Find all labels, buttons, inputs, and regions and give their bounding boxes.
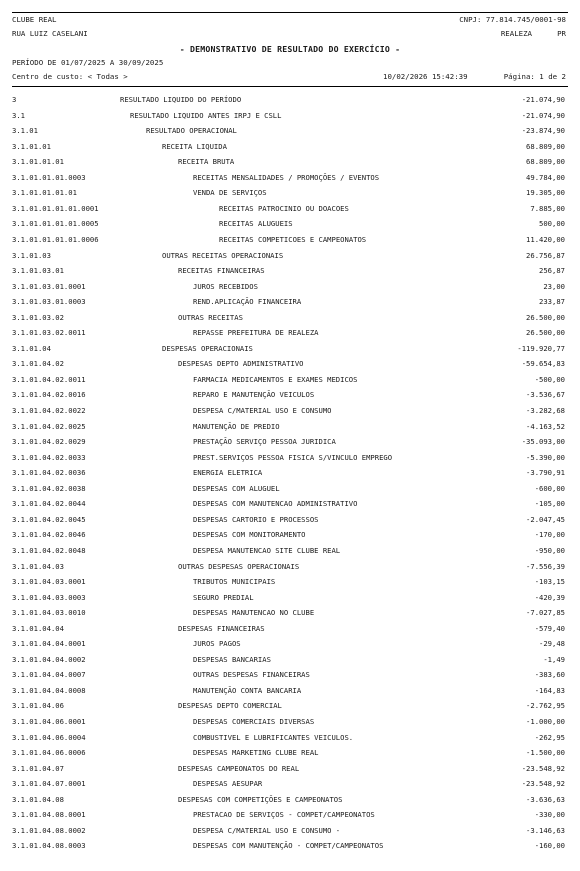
statement-row <box>0 294 580 309</box>
account-description: JUROS RECEBIDOS <box>193 281 258 291</box>
account-code: 3.1.01.04.08.0001 <box>12 810 86 820</box>
account-code: 3.1.01.04.07.0001 <box>12 779 86 789</box>
account-value: 256,87 <box>539 266 565 276</box>
page-indicator: Página: 1 de 2 <box>503 72 566 81</box>
account-value: 19.305,00 <box>526 188 565 198</box>
statement-row <box>0 730 580 745</box>
account-description: DESPESAS CAMPEONATOS DO REAL <box>178 763 300 773</box>
account-value: -23.874,90 <box>521 126 565 136</box>
statement-row <box>0 310 580 325</box>
account-value: -262,95 <box>534 732 565 742</box>
account-description: REPARO E MANUTENÇÃO VEICULOS <box>193 390 315 400</box>
statement-row <box>0 543 580 558</box>
account-code: 3.1.01.04.06 <box>12 701 64 711</box>
account-code: 3.1.01.04.04 <box>12 623 64 633</box>
account-value: -7.556,39 <box>526 561 565 571</box>
account-description: DESPESAS BANCARIAS <box>193 654 271 664</box>
account-code: 3.1.01 <box>12 126 38 136</box>
account-description: RECEITA LIQUIDA <box>162 141 227 151</box>
account-value: -4.163,52 <box>526 421 565 431</box>
statement-row <box>0 481 580 496</box>
account-value: 11.420,00 <box>526 234 565 244</box>
account-description: RECEITAS PATROCINIO OU DOACOES <box>219 203 349 213</box>
account-description: OUTRAS DESPESAS OPERACIONAIS <box>178 561 300 571</box>
company-address: RUA LUIZ CASELANI <box>12 29 88 38</box>
company-city: REALEZA <box>500 29 532 38</box>
account-code: 3.1.01.04.02 <box>12 359 64 369</box>
statement-row <box>0 419 580 434</box>
account-value: -3.636,63 <box>526 794 565 804</box>
account-description: DESPESAS COM COMPETIÇÕES E CAMPEONATOS <box>178 794 343 804</box>
account-description: RECEITA BRUTA <box>178 157 235 167</box>
account-value: -29,48 <box>539 639 565 649</box>
statement-row <box>0 714 580 729</box>
account-code: 3.1.01.04.08.0002 <box>12 825 86 835</box>
account-description: DESPESAS COM MANUTENÇÃO - COMPET/CAMPEONATOS <box>193 841 384 851</box>
account-code: 3.1.01.04.02.0038 <box>12 483 86 493</box>
statement-row <box>0 450 580 465</box>
account-code: 3.1.01.03.01 <box>12 266 64 276</box>
account-description: REPASSE PREFEITURA DE REALEZA <box>193 328 319 338</box>
account-description: OUTRAS RECEITAS <box>178 312 243 322</box>
account-value: -119.920,77 <box>517 343 565 353</box>
account-value: -21.074,90 <box>521 110 565 120</box>
account-code: 3.1.01.03.01.0001 <box>12 281 86 291</box>
account-value: 500,00 <box>539 219 565 229</box>
statement-row <box>0 403 580 418</box>
account-value: -330,00 <box>534 810 565 820</box>
report-period: PERÍODO DE 01/07/2025 A 30/09/2025 <box>12 58 164 67</box>
account-code: 3.1.01.01 <box>12 141 51 151</box>
account-value: -3.536,67 <box>526 390 565 400</box>
account-description: RECEITAS FINANCEIRAS <box>178 266 265 276</box>
statement-row <box>0 667 580 682</box>
account-value: 68.809,00 <box>526 141 565 151</box>
company-name: CLUBE REAL <box>12 15 57 24</box>
account-code: 3 <box>12 95 17 104</box>
statement-row <box>0 341 580 356</box>
cnpj: CNPJ: 77.814.745/0001-98 <box>459 15 566 24</box>
account-value: -160,00 <box>534 841 565 851</box>
statement-row <box>0 636 580 651</box>
statement-row <box>0 512 580 527</box>
account-value: -164,83 <box>534 685 565 695</box>
account-description: DESPESAS COMERCIAIS DIVERSAS <box>193 717 315 726</box>
account-description: RECEITAS COMPETICOES E CAMPEONATOS <box>219 234 367 244</box>
account-description: RESULTADO OPERACIONAL <box>146 126 237 136</box>
statement-row <box>0 325 580 340</box>
account-value: -3.146,63 <box>526 825 565 835</box>
account-description: DESPESAS CARTORIO E PROCESSOS <box>193 514 319 524</box>
statement-row <box>0 216 580 231</box>
account-description: COMBUSTIVEL E LUBRIFICANTES VEICULOS. <box>193 732 354 742</box>
account-code: 3.1.01.03.01.0003 <box>12 297 86 307</box>
account-code: 3.1.01.04.08.0003 <box>12 841 86 851</box>
statement-row <box>0 434 580 449</box>
account-code: 3.1.01.01.01.01.0001 <box>12 203 99 213</box>
account-code: 3.1.01.04.06.0001 <box>12 717 86 726</box>
account-description: TRIBUTOS MUNICIPAIS <box>193 577 276 587</box>
account-value: -3.282,68 <box>526 406 565 415</box>
account-description: PRESTACAO DE SERVIÇOS - COMPET/CAMPEONATOS <box>193 810 375 820</box>
statement-row <box>0 387 580 402</box>
statement-row <box>0 279 580 294</box>
statement-row <box>0 92 580 107</box>
account-value: -500,00 <box>534 374 565 384</box>
account-description: MANUTENÇÃO DE PREDIO <box>193 421 280 431</box>
statement-row <box>0 170 580 185</box>
account-description: REND.APLICAÇÃO FINANCEIRA <box>193 297 302 307</box>
account-description: DESPESAS AESUPAR <box>193 779 263 789</box>
account-code: 3.1.01.03 <box>12 250 51 260</box>
statement-row <box>0 776 580 791</box>
account-description: RESULTADO LIQUIDO ANTES IRPJ E CSLL <box>130 110 282 120</box>
account-code: 3.1.01.04.08 <box>12 794 64 804</box>
statement-row <box>0 823 580 838</box>
statement-row <box>0 683 580 698</box>
statement-row <box>0 761 580 776</box>
statement-row <box>0 372 580 387</box>
statement-row <box>0 698 580 713</box>
statement-row <box>0 496 580 511</box>
account-value: -1.500,00 <box>526 748 565 758</box>
account-description: DESPESAS MANUTENCAO NO CLUBE <box>193 608 315 618</box>
account-description: OUTRAS DESPESAS FINANCEIRAS <box>193 670 310 680</box>
account-value: -950,00 <box>534 545 565 555</box>
account-description: RECEITAS ALUGUEIS <box>219 219 293 229</box>
account-code: 3.1.01.03.02 <box>12 312 64 322</box>
account-value: 26.500,00 <box>526 312 565 322</box>
account-description: VENDA DE SERVIÇOS <box>193 188 267 198</box>
account-description: SEGURO PREDIAL <box>193 592 254 602</box>
statement-row <box>0 807 580 822</box>
statement-row <box>0 527 580 542</box>
account-description: PRESTAÇÃO SERVIÇO PESSOA JURIDICA <box>193 437 336 447</box>
account-value: -23.548,92 <box>521 763 565 773</box>
statement-row <box>0 139 580 154</box>
statement-row <box>0 590 580 605</box>
account-description: DESPESAS COM MONITORAMENTO <box>193 530 306 540</box>
account-code: 3.1.01.04.03 <box>12 561 64 571</box>
account-code: 3.1 <box>12 110 25 120</box>
statement-row <box>0 123 580 138</box>
account-code: 3.1.01.04.02.0011 <box>12 374 86 384</box>
account-value: -103,15 <box>534 577 565 587</box>
account-value: -2.047,45 <box>526 514 565 524</box>
account-description: JUROS PAGOS <box>193 639 241 649</box>
account-value: -579,40 <box>534 623 565 633</box>
account-value: 233,87 <box>539 297 565 307</box>
account-code: 3.1.01.04.02.0033 <box>12 452 86 462</box>
account-value: 49.784,00 <box>526 172 565 182</box>
account-description: RECEITAS MENSALIDADES / PROMOÇÕES / EVENTOS <box>193 172 380 182</box>
statement-row <box>0 574 580 589</box>
account-value: -21.074,90 <box>521 95 565 104</box>
account-code: 3.1.01.01.01.0003 <box>12 172 86 182</box>
account-code: 3.1.01.04.04.0002 <box>12 654 86 664</box>
account-description: DESPESA C/MATERIAL USO E CONSUMO - <box>193 825 341 835</box>
account-description: DESPESA MANUTENCAO SITE CLUBE REAL <box>193 545 341 555</box>
account-value: -23.548,92 <box>521 779 565 789</box>
header-rule <box>12 86 568 87</box>
statement-row <box>0 185 580 200</box>
account-value: -59.654,83 <box>521 359 565 369</box>
statement-row <box>0 652 580 667</box>
account-code: 3.1.01.04.03.0003 <box>12 592 86 602</box>
account-description: RESULTADO LIQUIDO DO PERÍODO <box>120 95 242 104</box>
account-code: 3.1.01.04.02.0048 <box>12 545 86 555</box>
report-title: - DEMONSTRATIVO DE RESULTADO DO EXERCÍCIO - <box>179 44 401 54</box>
account-code: 3.1.01.04.03.0001 <box>12 577 86 587</box>
account-code: 3.1.01.03.02.0011 <box>12 328 86 338</box>
statement-row <box>0 745 580 760</box>
account-description: ENERGIA ELETRICA <box>193 468 263 478</box>
account-value: -1,49 <box>543 654 565 664</box>
account-value: -35.093,00 <box>521 437 565 447</box>
statement-row <box>0 559 580 574</box>
account-description: DESPESAS COM MANUTENCAO ADMINISTRATIVO <box>193 499 358 509</box>
statement-row <box>0 232 580 247</box>
statement-row <box>0 465 580 480</box>
account-code: 3.1.01.04.04.0001 <box>12 639 86 649</box>
account-code: 3.1.01.04.02.0046 <box>12 530 86 540</box>
account-code: 3.1.01.04.06.0006 <box>12 748 86 758</box>
account-description: MANUTENÇÃO CONTA BANCARIA <box>193 685 302 695</box>
statement-row <box>0 248 580 263</box>
statement-row <box>0 263 580 278</box>
account-description: DESPESAS COM ALUGUEL <box>193 483 280 493</box>
account-code: 3.1.01.01.01.01 <box>12 188 77 198</box>
account-code: 3.1.01.04.06.0004 <box>12 732 86 742</box>
account-code: 3.1.01.01.01 <box>12 157 64 167</box>
account-value: -420,39 <box>534 592 565 602</box>
account-value: 26.756,87 <box>526 250 565 260</box>
statement-row <box>0 621 580 636</box>
account-description: DESPESAS MARKETING CLUBE REAL <box>193 748 319 758</box>
account-value: -600,00 <box>534 483 565 493</box>
account-code: 3.1.01.04.02.0044 <box>12 499 86 509</box>
account-code: 3.1.01.01.01.01.0005 <box>12 219 99 229</box>
account-code: 3.1.01.04.04.0008 <box>12 685 86 695</box>
account-value: 23,00 <box>543 281 565 291</box>
statement-row <box>0 838 580 853</box>
statement-row <box>0 605 580 620</box>
account-description: DESPESAS DEPTO ADMINISTRATIVO <box>178 359 304 369</box>
account-value: 26.500,00 <box>526 328 565 338</box>
account-value: -2.762,95 <box>526 701 565 711</box>
account-code: 3.1.01.04.04.0007 <box>12 670 86 680</box>
account-description: DESPESAS FINANCEIRAS <box>178 623 265 633</box>
account-code: 3.1.01.04.02.0029 <box>12 437 86 447</box>
company-state: PR <box>557 29 566 38</box>
account-description: PREST.SERVIÇOS PESSOA FISICA S/VINCULO EMPREGO <box>193 452 393 462</box>
statement-row <box>0 356 580 371</box>
statement-row <box>0 108 580 123</box>
account-code: 3.1.01.04.03.0010 <box>12 608 86 618</box>
statement-row <box>0 792 580 807</box>
account-value: -1.000,00 <box>526 717 565 726</box>
account-code: 3.1.01.04.02.0016 <box>12 390 86 400</box>
account-code: 3.1.01.04.07 <box>12 763 64 773</box>
account-value: 7.885,00 <box>530 203 565 213</box>
account-value: -170,00 <box>534 530 565 540</box>
account-description: FARMACIA MEDICAMENTOS E EXAMES MEDICOS <box>193 374 358 384</box>
account-code: 3.1.01.04.02.0025 <box>12 421 86 431</box>
top-rule <box>12 12 568 13</box>
statement-row <box>0 201 580 216</box>
account-description: DESPESA C/MATERIAL USO E CONSUMO <box>193 406 332 415</box>
account-code: 3.1.01.01.01.01.0006 <box>12 234 99 244</box>
account-code: 3.1.01.04.02.0045 <box>12 514 86 524</box>
account-value: -383,60 <box>534 670 565 680</box>
account-value: -7.027,85 <box>526 608 565 618</box>
cost-center: Centro de custo: < Todas > <box>12 72 128 81</box>
account-code: 3.1.01.04 <box>12 343 51 353</box>
account-description: DESPESAS OPERACIONAIS <box>162 343 253 353</box>
account-code: 3.1.01.04.02.0036 <box>12 468 86 478</box>
account-description: DESPESAS DEPTO COMERCIAL <box>178 701 282 711</box>
account-value: 68.809,00 <box>526 157 565 167</box>
account-value: -5.390,00 <box>526 452 565 462</box>
account-value: -105,00 <box>534 499 565 509</box>
account-code: 3.1.01.04.02.0022 <box>12 406 86 415</box>
report-timestamp: 10/02/2026 15:42:39 <box>383 72 468 81</box>
account-description: OUTRAS RECEITAS OPERACIONAIS <box>162 250 284 260</box>
account-value: -3.790,91 <box>526 468 565 478</box>
statement-row <box>0 154 580 169</box>
